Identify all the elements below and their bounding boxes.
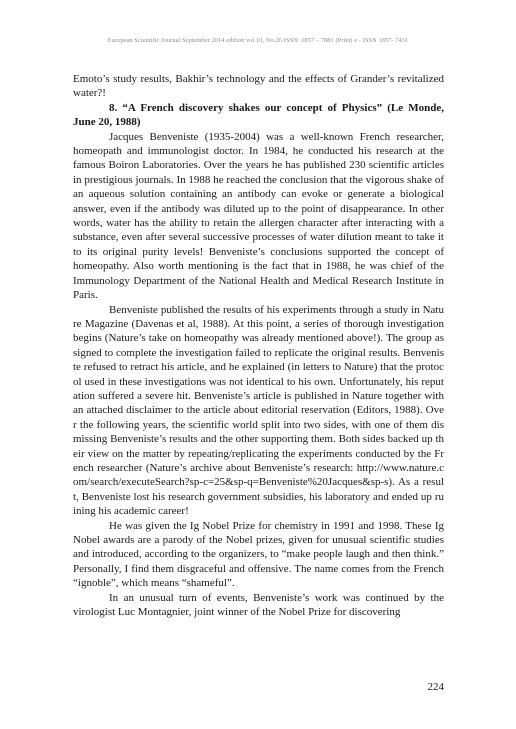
paragraph-ig-nobel: He was given the Ig Nobel Prize for chemistry in 1991 and 1998. These Ig Nobel awards are a parody of the Nobel prizes, given for unusual scientific studies and introduced, according to the organizers, to “make people laugh and then think.” Personally, I find them disgraceful and offensive. The name comes from the French “ignoble”, which means “shameful”. [73, 519, 444, 590]
article-body [73, 72, 444, 619]
paragraph-montagnier: In an unusual turn of events, Benveniste’s work was continued by the virologist Luc Montagnier, joint winner of the Nobel Prize for discovering [73, 591, 444, 619]
intro-tail-paragraph: Emoto’s study results, Bakhir’s technology and the effects of Grander’s revitalized water?! [73, 73, 444, 100]
running-header: European Scientific Journal September 2014 edition vol.10, No.26 ISSN: 1857 – 7881 (Print) e - ISSN 1857- 7431 [107, 37, 409, 44]
paragraph-benveniste-bio: Jacques Benveniste (1935-2004) was a well-known French researcher, homeopath and immunologist doctor. In 1984, he conducted his research at the famous Boiron Laboratories. Over the years he has published 230 scientific articles in prestigious journals. In 1988 he reached the conclusion that the vigorous shake of an aqueous solution containing an antibody can evoke or generate a biological answer, even if the antibody was diluted up to the point of disappearance. In other words, water has the ability to retain the allergen character after interacting with a substance, even after several successive processes of water dilution meant to take it to its original purity levels! Benveniste’s conclusions supported the concept of homeopathy. Also worth mentioning is the fact that in 1988, he was chief of the Immunology Department of the National Health and Medical Research Institute in Paris. [73, 130, 444, 302]
page-number: 224 [427, 681, 444, 693]
paragraph-nature-study: Benveniste published the results of his experiments through a study in Nature Magazine (Davenas et al, 1988). At this point, a series of thorough investigation begins (Nature’s take on homeopathy was already mentioned above!). The group assigned to complete the investigation failed to replicate the original results. Benveniste refused to retract his article, and he explained (in letters to Nature) that the protocol used in these investigations was not identical to his own. Unfortunately, his reputation suffered a severe hit. Benveniste’s article is published in Nature together with an attached disclaimer to the article about editorial reservation (Editors, 1988). Over the following years, the scientific world split into two sides, with one of them dismissing Benveniste’s results and the other supporting them. Both sides backed up their view on the matter by repeating/replicating the experiments conducted by the French researcher (Nature’s archive about Benveniste’s research: http://www.nature.com/search/executeSearch?sp-c=25&sp-q=Benveniste%20Jacques&sp-s). As a result, Benveniste lost his research government subsidies, his laboratory and ended up ruining his academic career! [73, 303, 444, 518]
section-heading: 8. “A French discovery shakes our concept of Physics” (Le Monde, June 20, 1988) [73, 101, 444, 129]
